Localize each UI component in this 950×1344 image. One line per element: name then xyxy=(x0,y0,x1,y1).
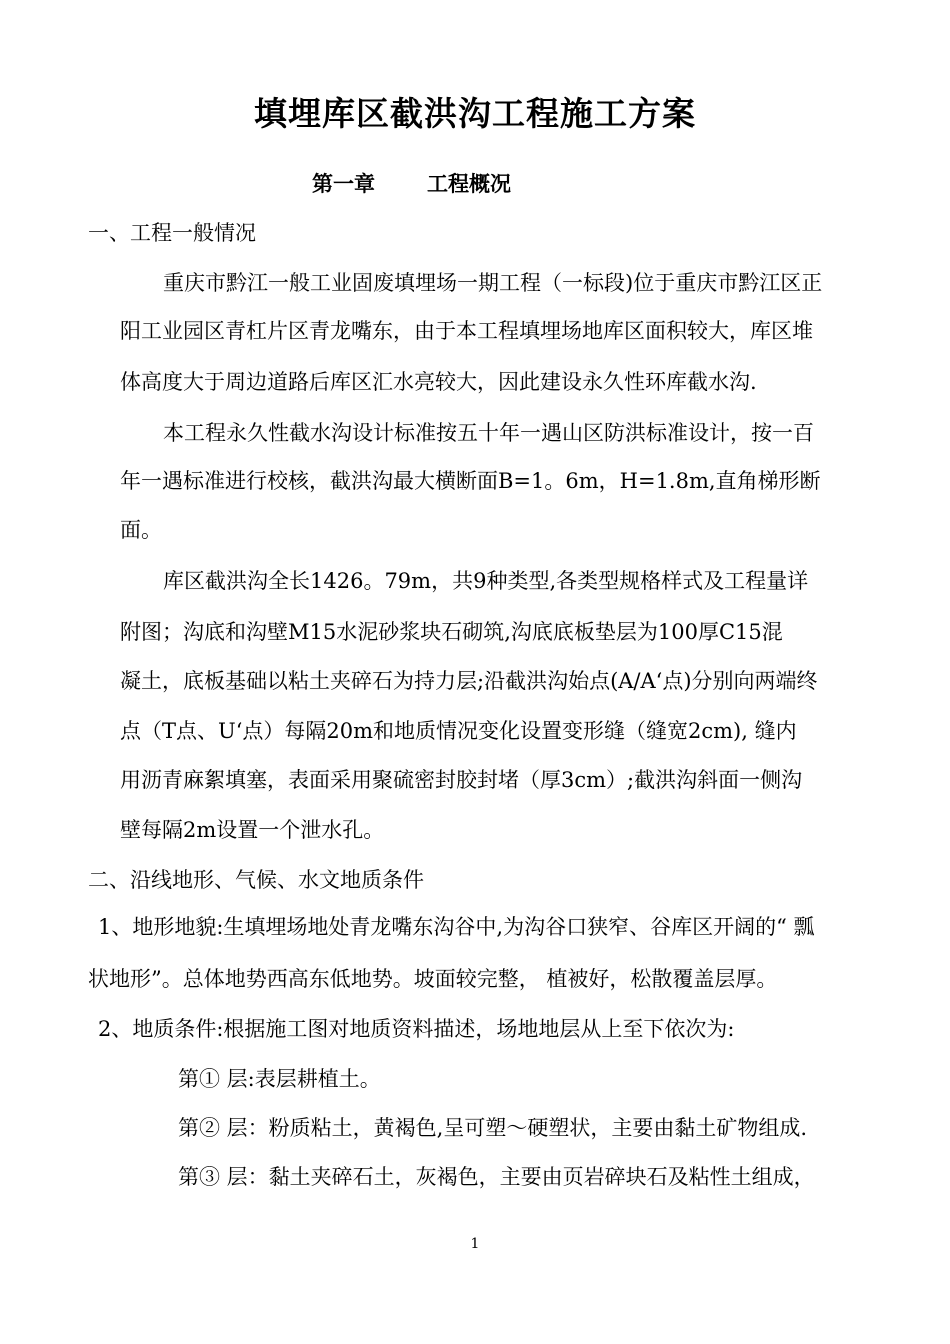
list-item-line: 状地形”。总体地势西高东低地势。坡面较完整， 植被好，松散覆盖层厚。 xyxy=(88,967,778,991)
paragraph-line: 体高度大于周边道路后库区汇水亮较大，因此建设永久性环库截水沟. xyxy=(120,370,757,394)
paragraph-line: 本工程永久性截水沟设计标准按五十年一遇山区防洪标准设计，按一百 xyxy=(163,421,814,445)
paragraph-line: 用沥青麻絮填塞，表面采用聚硫密封胶封堵（厚3cm）;截洪沟斜面一侧沟 xyxy=(120,768,803,792)
chapter-number: 第一章 xyxy=(312,171,375,196)
section-heading-conditions: 二、沿线地形、气候、水文地质条件 xyxy=(88,868,424,892)
paragraph-line: 面。 xyxy=(120,518,162,542)
layer-item: 第① 层:表层耕植土。 xyxy=(178,1067,381,1091)
paragraph-line: 阳工业园区青杠片区青龙嘴东，由于本工程填埋场地库区面积较大，库区堆 xyxy=(120,319,813,343)
layer-item: 第② 层：粉质粘土，黄褐色,呈可塑～硬塑状，主要由黏土矿物组成. xyxy=(178,1116,808,1140)
page-number: 1 xyxy=(470,1236,480,1252)
paragraph-line: 壁每隔2m设置一个泄水孔。 xyxy=(120,818,385,842)
paragraph-line: 点（T点、U‘点）每隔20m和地质情况变化设置变形缝（缝宽2cm), 缝内 xyxy=(120,719,797,743)
section-heading-general: 一、工程一般情况 xyxy=(88,221,256,245)
chapter-heading xyxy=(312,168,511,198)
chapter-title: 工程概况 xyxy=(427,171,511,196)
paragraph-line: 年一遇标准进行校核，截洪沟最大横断面B=1。6m，H=1.8m,直角梯形断 xyxy=(120,469,821,493)
paragraph-line: 重庆市黔江一般工业固废填埋场一期工程（一标段)位于重庆市黔江区正 xyxy=(163,271,823,295)
layer-item: 第③ 层：黏土夹碎石土，灰褐色，主要由页岩碎块石及粘性土组成， xyxy=(178,1165,815,1189)
document-title: 填埋库区截洪沟工程施工方案 xyxy=(254,94,696,133)
paragraph-line: 凝土，底板基础以粘土夹碎石为持力层;沿截洪沟始点(A/A‘点)分别向两端终 xyxy=(120,669,818,693)
paragraph-line: 库区截洪沟全长1426。79m，共9种类型,各类型规格样式及工程量详 xyxy=(163,569,809,593)
paragraph-line: 附图；沟底和沟壁M15水泥砂浆块石砌筑,沟底底板垫层为100厚C15混 xyxy=(120,620,783,644)
list-item-line: 1、地形地貌:生填埋场地处青龙嘴东沟谷中,为沟谷口狭窄、谷库区开阔的“ 瓢 xyxy=(98,915,815,939)
list-item-line: 2、地质条件:根据施工图对地质资料描述，场地地层从上至下依次为: xyxy=(98,1017,735,1041)
